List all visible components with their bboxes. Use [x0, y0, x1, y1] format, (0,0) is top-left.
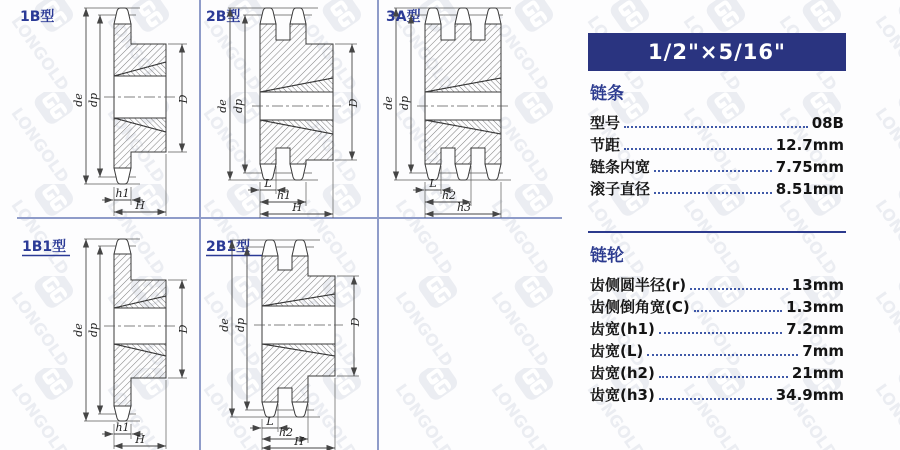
dim-label-dp: dp: [398, 95, 411, 111]
tooth: [114, 239, 131, 254]
spec-row-value: 13mm: [791, 276, 844, 294]
panel-title-2b: 2B型: [206, 9, 241, 25]
tooth: [455, 164, 471, 180]
spec-row-label: 型号: [590, 114, 621, 132]
tooth: [114, 168, 131, 184]
dotted-leader: [624, 125, 808, 128]
dim-label-dp: dp: [234, 317, 247, 333]
tooth: [114, 406, 131, 421]
dim-label-D: D: [349, 317, 362, 327]
section-separator: [588, 231, 846, 233]
spec-row-value: 08B: [811, 114, 844, 132]
dim-label-D: D: [347, 98, 360, 108]
spec-row: [588, 296, 846, 318]
drawing-panel-1b: [0, 0, 200, 218]
spec-row: [588, 112, 846, 134]
dotted-leader: [659, 331, 782, 334]
dotted-leader: [659, 397, 772, 400]
dim-label-de: de: [382, 96, 395, 110]
spec-row-label: 链条内宽: [590, 158, 651, 176]
size-header-text: 1/2"×5/16": [648, 40, 786, 64]
dim-label-H: H: [135, 199, 145, 212]
sprocket-section-heading: 链轮: [590, 246, 624, 266]
spec-row-value: 34.9mm: [775, 386, 844, 404]
spec-row-label: 齿宽(h2): [590, 364, 655, 382]
dim-label-D: D: [177, 324, 190, 334]
dim-label-L: L: [264, 177, 272, 190]
spec-row-label: 齿宽(h1): [590, 320, 655, 338]
sprocket-section-1b: [104, 8, 176, 184]
tooth: [425, 8, 441, 24]
sprocket-section-3a: [417, 8, 510, 180]
drawing-panel-3a: [378, 0, 570, 218]
dim-label-h1: h1: [276, 189, 292, 202]
spec-row-label: 滚子直径: [590, 180, 651, 198]
tooth: [292, 240, 308, 256]
dim-label-dp: dp: [232, 98, 245, 114]
dim-label-de: de: [72, 93, 85, 107]
dim-label-de: de: [72, 323, 85, 337]
dim-label-H: H: [294, 435, 304, 448]
tooth: [262, 240, 278, 256]
dim-label-D: D: [177, 94, 190, 104]
dim-label-L: L: [266, 415, 274, 428]
dotted-leader: [659, 375, 788, 378]
spec-row: [588, 340, 846, 362]
dim-label-H: H: [292, 201, 302, 214]
spec-row: [588, 178, 846, 200]
spec-row: [588, 274, 846, 296]
dotted-leader: [690, 287, 788, 290]
spec-row-value: 7mm: [802, 342, 844, 360]
spec-row: [588, 362, 846, 384]
dim-label-h1: h1: [115, 421, 130, 434]
drawing-panel-1b1: [0, 218, 200, 450]
spec-row: [588, 384, 846, 406]
dotted-leader: [654, 191, 772, 194]
panel-title-3a: 3A型: [386, 9, 421, 25]
tooth: [290, 164, 306, 180]
spec-row-label: 齿宽(L): [590, 342, 644, 360]
spec-row: [588, 318, 846, 340]
panel-title-1b: 1B型: [20, 9, 55, 25]
spec-row-value: 8.51mm: [775, 180, 844, 198]
dim-label-dp: dp: [87, 322, 100, 338]
spec-row-label: 齿宽(h3): [590, 386, 655, 404]
dim-label-H: H: [135, 433, 145, 446]
tooth: [290, 8, 306, 24]
dim-label-h2: h2: [441, 189, 457, 202]
dotted-leader: [624, 147, 772, 150]
spec-row-label: 节距: [590, 136, 621, 154]
drawing-panel-2b1: [200, 218, 378, 450]
dotted-leader: [694, 309, 782, 312]
dim-label-h1: h1: [115, 187, 130, 200]
spec-row-value: 7.75mm: [775, 158, 844, 176]
tooth: [485, 8, 501, 24]
tooth: [485, 164, 501, 180]
dim-label-de: de: [216, 99, 229, 113]
spec-row-label: 齿侧圆半径(r): [590, 276, 687, 294]
sprocket-section-2b1: [254, 240, 343, 417]
dim-label-dp: dp: [87, 92, 100, 108]
spec-row: [588, 134, 846, 156]
spec-row-value: 12.7mm: [775, 136, 844, 154]
spec-row-label: 齿侧倒角宽(C): [590, 298, 690, 316]
tooth: [260, 8, 276, 24]
dim-label-de: de: [218, 318, 231, 332]
sprocket-section-1b1: [104, 239, 176, 421]
dim-label-h2: h2: [278, 426, 294, 439]
chain-section-heading: 链条: [590, 84, 624, 104]
spec-column: [588, 0, 846, 406]
spec-row-value: 21mm: [791, 364, 844, 382]
dim-label-h3: h3: [456, 201, 472, 214]
tooth: [292, 402, 308, 417]
drawing-panel-2b: [200, 0, 378, 218]
dotted-leader: [654, 169, 772, 172]
sprocket-section-2b: [252, 8, 341, 180]
spec-row-value: 1.3mm: [786, 298, 844, 316]
spec-row: [588, 156, 846, 178]
size-header: [588, 33, 846, 71]
tooth: [455, 8, 471, 24]
panel-title-2b1: 2B1型: [206, 239, 251, 255]
tooth: [114, 8, 131, 24]
panel-title-1b1: 1B1型: [22, 239, 67, 255]
dotted-leader: [647, 353, 798, 356]
dim-label-L: L: [429, 177, 437, 190]
spec-row-value: 7.2mm: [786, 320, 844, 338]
